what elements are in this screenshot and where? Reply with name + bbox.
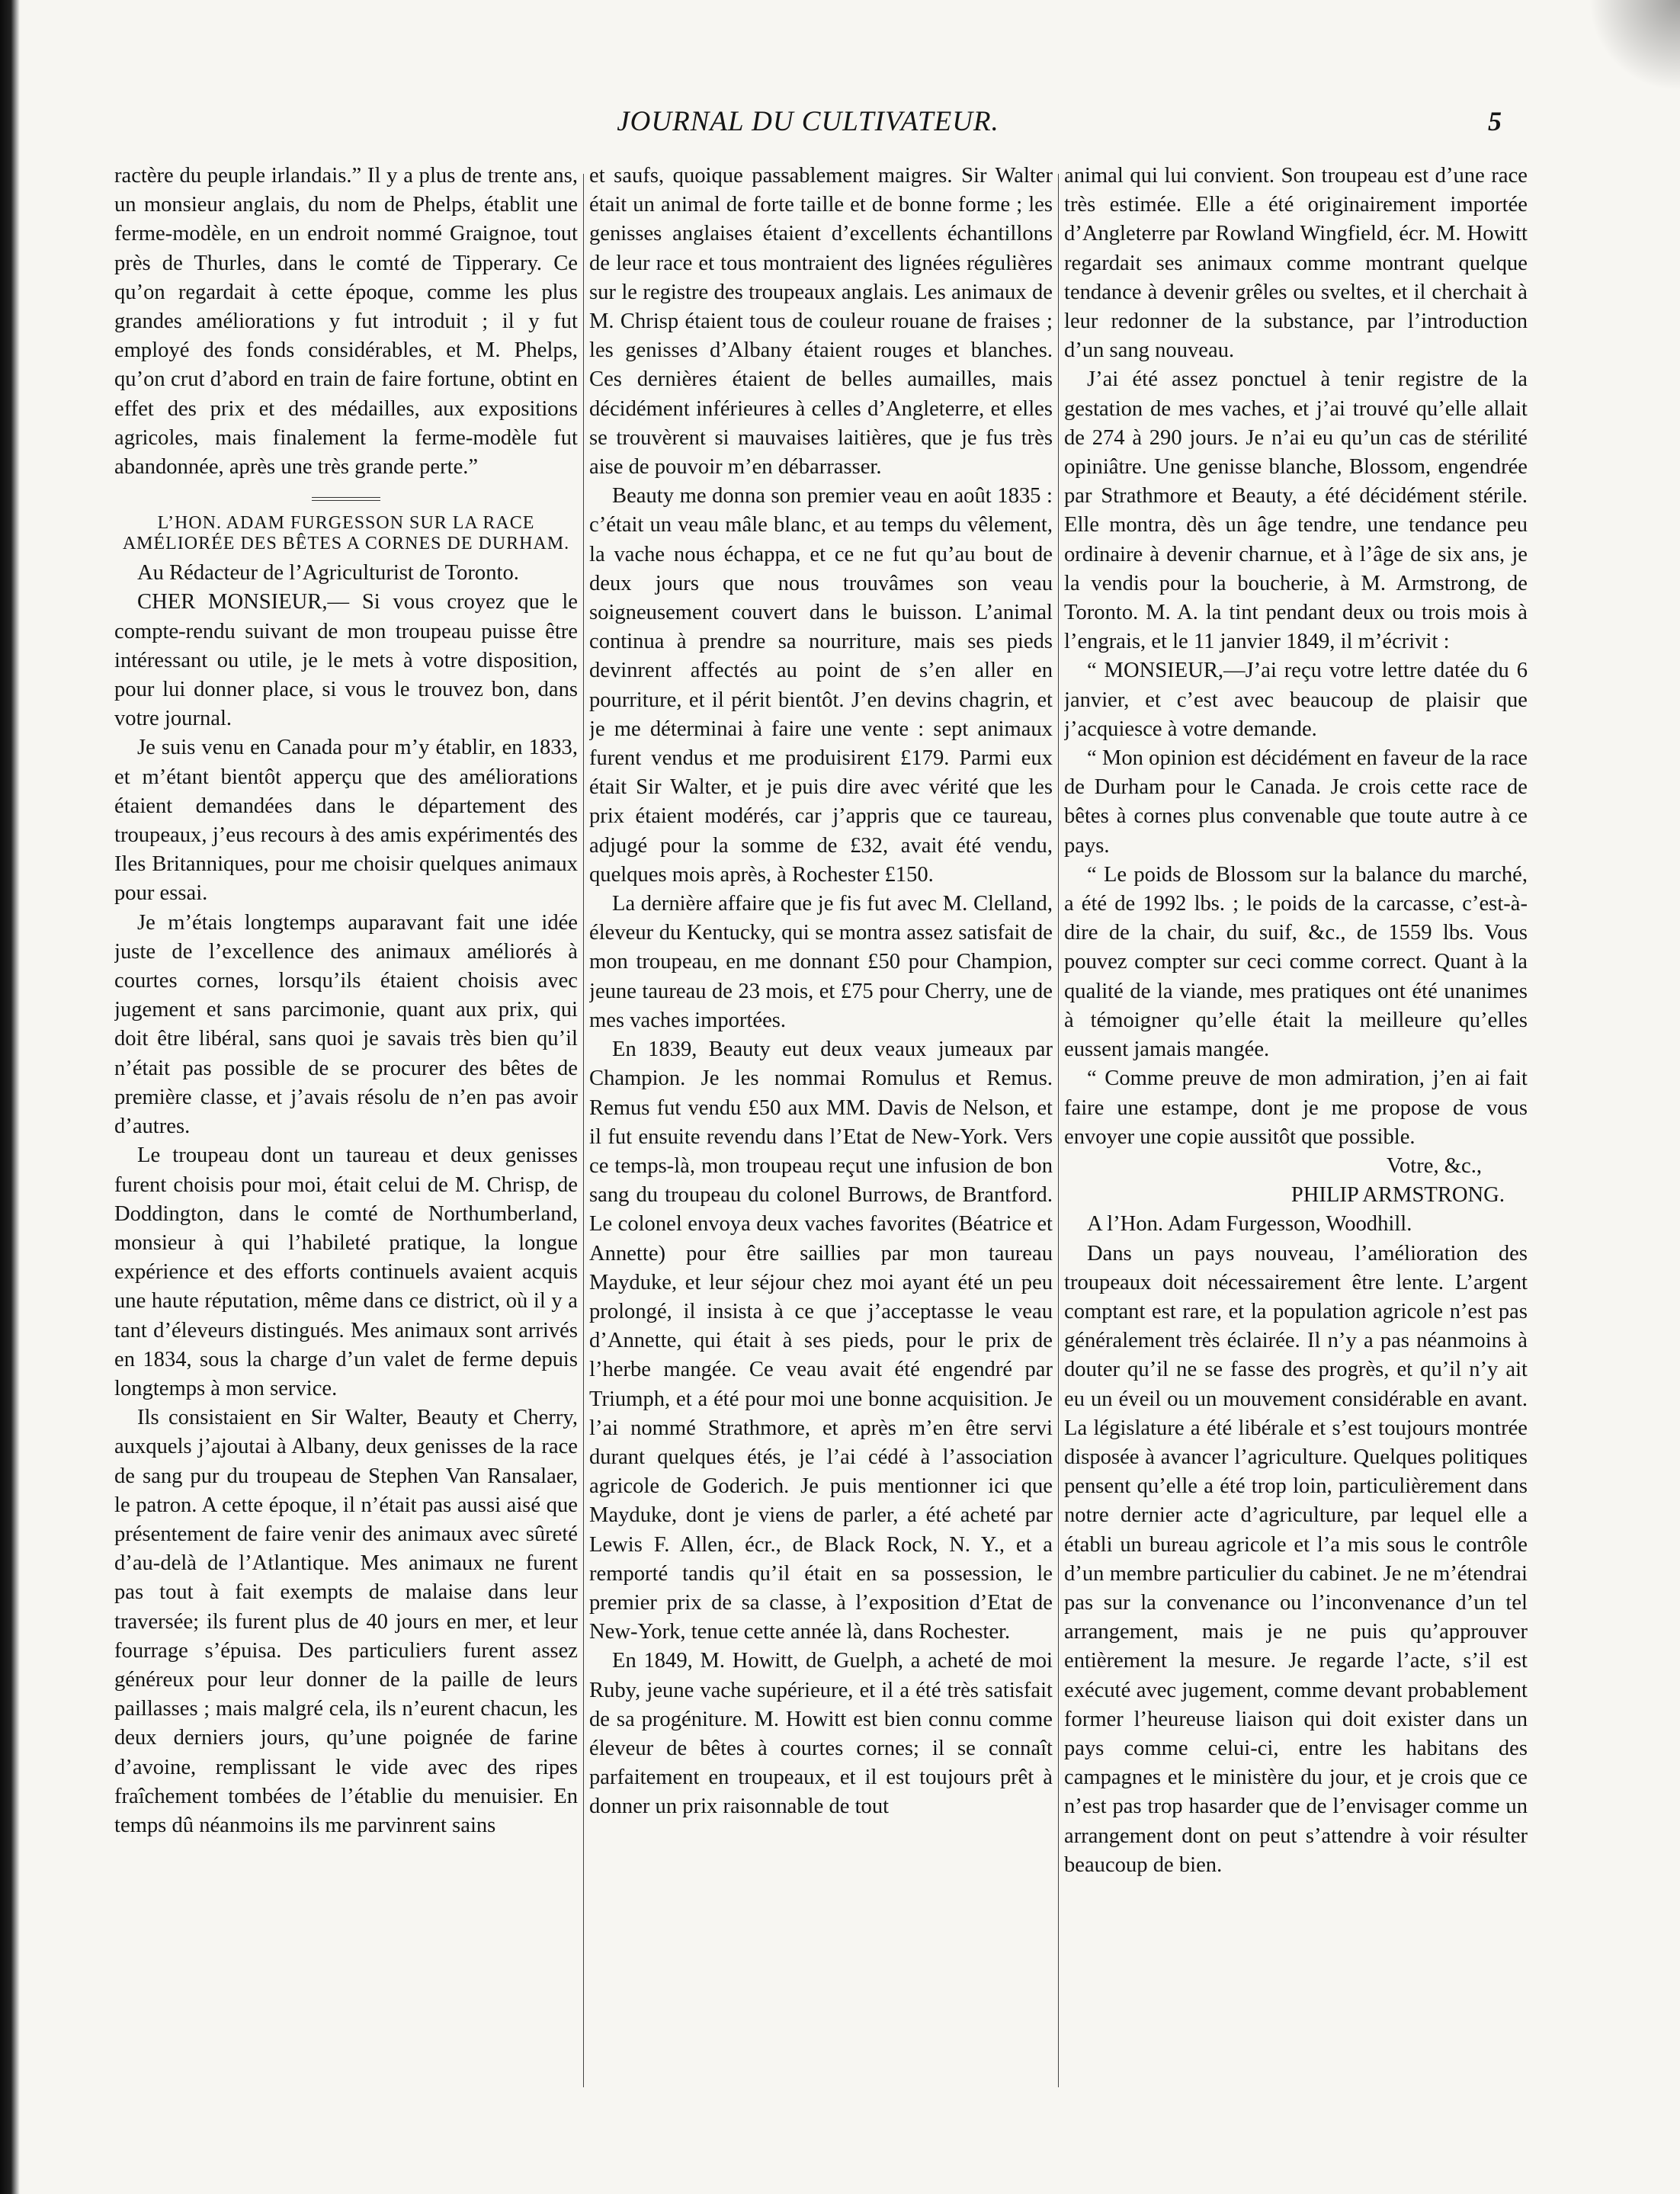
column-rule-left [583, 174, 584, 2087]
paragraph: Dans un pays nouveau, l’amélioration des troupeaux doit nécessairement être lente. L’argent comptant est rare, et la population agricole n’est pas généralement très éclairée. Il n’y a pas néanmoins à douter qu’il ne se fasse des progrès, et qu’il n’y ait eu un éveil ou un mouvement considérable en avant. La législature a été libérale et s’est toujours montrée disposée à avancer l’agriculture. Quelques politiques pensent qu’elle a été trop loin, particulièrement dans notre dernier acte d’agriculture, par lequel elle a établi un bureau agricole et l’a mis sous le contrôle d’un membre particulier du cabinet. Je ne m’étendrai pas sur la convenance ou l’inconvenance d’un tel arrangement, mais je ne puis qu’approuver entièrement la mesure. Je regarde l’acte, s’il est exécuté avec jugement, comme devant probablement former l’heureuse liaison qui doit exister dans un pays comme celui-ci, entre les habitans des campagnes et le ministère du jour, et je crois que ce n’est pas trop hasarder que de l’envisager comme un arrangement dont on peut s’attendre à voir résulter beaucoup de bien. [1064, 1241, 1528, 1877]
paragraph: J’ai été assez ponctuel à tenir registre de la gestation de mes vaches, et j’ai trouvé qu’elle allait de 274 à 290 jours. Je n’ai eu qu’un cas de stérilité opiniâtre. Une genisse blanche, Blossom, engendrée par Strathmore et Beauty, a été décidément stérile. Elle montra, dès un âge tendre, une tendance peu ordinaire à devenir charnue, et à l’âge de six ans, je la vendis pour la boucherie, à M. Armstrong, de Toronto. M. A. la tint pendant deux ou trois mois à l’engrais, et le 11 janvier 1849, il m’écrivit : [1064, 367, 1528, 654]
paragraph: Beauty me donna son premier veau en août 1835 : c’était un veau mâle blanc, et au temps du vêlement, la vache nous échappa, et ce ne fut qu’au bout de deux jours que nous trouvâmes son veau soigneusement couvert dans le buisson. L’animal continua à prendre sa nourriture, mais ses pieds devinrent affectés au point de s’en aller en pourriture, et il périt bientôt. J’en devins chagrin, et je me déterminai à faire une vente : sept animaux furent vendus et me produisirent £179. Parmi eux était Sir Walter, et je puis dire avec vérité que les prix étaient modérés, car j’appris que ce taureau, adjugé pour la somme de £32, avait été vendu, quelques mois après, à Rochester £150. [589, 484, 1053, 887]
scan-binding-shadow [0, 0, 20, 2194]
column-rule-right [1058, 174, 1059, 2087]
text-column-1 [114, 162, 578, 2090]
paragraph: “ Mon opinion est décidément en faveur de la race de Durham pour le Canada. Je crois cette race de bêtes à cornes plus convenable que toute autre à ce pays. [1064, 746, 1528, 858]
page-header [114, 105, 1502, 151]
letter-signature: PHILIP ARMSTRONG. [1290, 1183, 1505, 1208]
paragraph: Je suis venu en Canada pour m’y établir, en 1833, et m’étant bientôt apperçu que des améliorations étaient demandées dans le département des troupeaux, j’eus recours à des amis expérimentés des Iles Britanniques, pour me choisir quelques animaux pour essai. [114, 736, 578, 906]
paragraph: animal qui lui convient. Son troupeau est d’une race très estimée. Elle a été originairement importée d’Angleterre par Rowland Wingfield, écr. M. Howitt regardait ses animaux comme montrant quelque tendance à devenir grêles ou sveltes, et il cherchait à leur redonner de la substance, par l’introduction d’un sang nouveau. [1064, 164, 1528, 363]
running-title: JOURNAL DU CULTIVATEUR. [617, 106, 999, 137]
section-separator [312, 497, 380, 501]
paragraph: Le troupeau dont un taureau et deux genisses furent choisis pour moi, était celui de M. Chrisp, de Doddington, dans le comté de Northumberland, monsieur à qui l’habileté pratique, la longue expérience et des efforts continuels avaient acquis une haute réputation, même dans ce district, où il y a tant d’éleveurs distingués. Mes animaux sont arrivés en 1834, sous la charge d’un valet de ferme depuis longtemps à mon service. [114, 1144, 578, 1400]
text-column-3 [1064, 162, 1528, 2090]
paragraph: “ MONSIEUR,—J’ai reçu votre lettre datée du 6 janvier, et c’est avec beaucoup de plaisir que j’acquiesce à votre demande. [1064, 659, 1528, 741]
letter-addressee: A l’Hon. Adam Furgesson, Woodhill. [1087, 1212, 1412, 1237]
paragraph: La dernière affaire que je fis fut avec M. Clelland, éleveur du Kentucky, qui se montra assez satisfait de mon troupeau, en me donnant £50 pour Champion, jeune taureau de 23 mois, et £75 pour Cherry, une de mes vaches importées. [589, 892, 1053, 1032]
paragraph: En 1839, Beauty eut deux veaux jumeaux par Champion. Je les nommai Romulus et Remus. Remus fut vendu £50 aux MM. Davis de Nelson, et il fut ensuite revendu dans l’Etat de New-York. Vers ce temps-là, mon troupeau reçut une infusion de bon sang du troupeau du colonel Burrows, de Brantford. Le colonel envoya deux vaches favorites (Béatrice et Annette) pour être saillies par mon taureau Mayduke, et leur séjour chez moi ayant été un peu prolongé, il insista à ce que j’acceptasse le veau d’Annette, qui était à ses pieds, pour le prix de l’herbe mangée. Ce veau avait été engendré par Triumph, et a été pour moi une bonne acquisition. Je l’ai nommé Strathmore, et après m’en être servi durant quelques étés, je l’ai cédé à l’association agricole de Goderich. Je puis mentionner ici que Mayduke, dont je viens de parler, a été acheté par Lewis F. Allen, écr., de Black Rock, N. Y., et a remporté tandis qu’il était en sa possession, le premier prix de sa classe, à l’exposition d’Etat de New-York, tenue cette année là, dans Rochester. [589, 1038, 1053, 1644]
paragraph: Au Rédacteur de l’Agriculturist de Toronto. [137, 561, 519, 585]
paragraph: “ Comme preuve de mon admiration, j’en ai fait faire une estampe, dont je me propose de vous envoyer une copie aussitôt que possible. [1064, 1067, 1528, 1149]
paragraph: “ Le poids de Blossom sur la balance du marché, a été de 1992 lbs. ; le poids de la carcasse, c’est-à-dire de la chair, du suif, &c., de 1559 lbs. Vous pouvez compter sur ceci comme correct. Quant à la qualité de la viande, mes pratiques ont été unanimes à témoigner qu’elle était la meilleure qu’elles eussent jamais mangée. [1064, 862, 1528, 1062]
text-column-2 [589, 162, 1053, 2090]
paragraph: ractère du peuple irlandais.” Il y a plus de trente ans, un monsieur anglais, du nom de Phelps, établit une ferme-modèle, en un endroit nommé Graignoe, tout près de Thurles, dans le comté de Tipperary. Ce qu’on regardait à cette époque, comme les plus grandes améliorations y fut introduit ; il y fut employé des fonds considérables, et M. Phelps, qu’on crut d’abord en train de faire fortune, obtint en effet des prix et des médailles, aux expositions agricoles, mais finalement la ferme-modèle fut abandonnée, après une très grande perte.” [114, 164, 578, 480]
paragraph: et saufs, quoique passablement maigres. Sir Walter était un animal de forte taille et de bonne forme ; les genisses anglaises étaient d’excellents échantillons de leur race et tous montraient des lignées régulières sur le registre des troupeaux anglais. Les animaux de M. Chrisp étaient tous de couleur rouane de fraises ; les genisses d’Albany étaient rouges et blanches. Ces dernières étaient de belles aumailles, mais décidément inférieures à celles d’Angleterre, et elles se trouvèrent si mauvaises laitières, que je fus très aise de pouvoir m’en débarrasser. [589, 164, 1053, 480]
paragraph: Ils consistaient en Sir Walter, Beauty et Cherry, auxquels j’ajoutai à Albany, deux genisses de la race de sang pur du troupeau de Stephen Van Ransalaer, le patron. A cette époque, il n’était pas aussi aisé que présentement de faire venir des animaux avec sûreté d’au-delà de l’Atlantique. Mes animaux ne furent pas tout à fait exempts de malaise dans leur traversée; ils furent plus de 40 jours en mer, et leur fourrage s’épuisa. Des particuliers furent assez généreux pour leur donner de la paille de leurs paillasses ; mais malgré cela, ils n’eurent chacun, les deux derniers jours, qu’une poignée de farine d’avoine, remplissant le vide avec des ripes fraîchement tombées de l’établie du menuisier. En temps dû néanmoins ils me parvinrent sains [114, 1406, 578, 1837]
page-number: 5 [1488, 106, 1502, 136]
paragraph: En 1849, M. Howitt, de Guelph, a acheté de moi Ruby, jeune vache supérieure, et il a été très satisfait de sa progéniture. M. Howitt est bien connu comme éleveur de bêtes à courtes cornes; il se connaît parfaitement en troupeaux, et il est toujours prêt à donner un prix raisonnable de tout [589, 1649, 1053, 1819]
scan-corner-smudge [1589, 0, 1680, 91]
paragraph: Je m’étais longtemps auparavant fait une idée juste de l’excellence des animaux améliorés à courtes cornes, lorsqu’ils étaient choisis avec jugement et sans parcimonie, quant aux prix, qui doit être libéral, sans quoi je savais très bien qu’il n’était pas possible de se procurer des bêtes de première classe, et j’avais résolu de n’en pas avoir d’autres. [114, 910, 578, 1139]
letter-closing: Votre, &c., [1387, 1153, 1482, 1178]
section-heading: L’HON. ADAM FURGESSON SUR LA RACE AMÉLIORÉE DES BÊTES A CORNES DE DURHAM. [122, 513, 570, 554]
paragraph: CHER MONSIEUR,— Si vous croyez que le compte-rendu suivant de mon troupeau puisse être intéressant ou utile, je le mets à votre disposition, pour lui donner place, si vous le trouvez bon, dans votre journal. [114, 590, 578, 731]
